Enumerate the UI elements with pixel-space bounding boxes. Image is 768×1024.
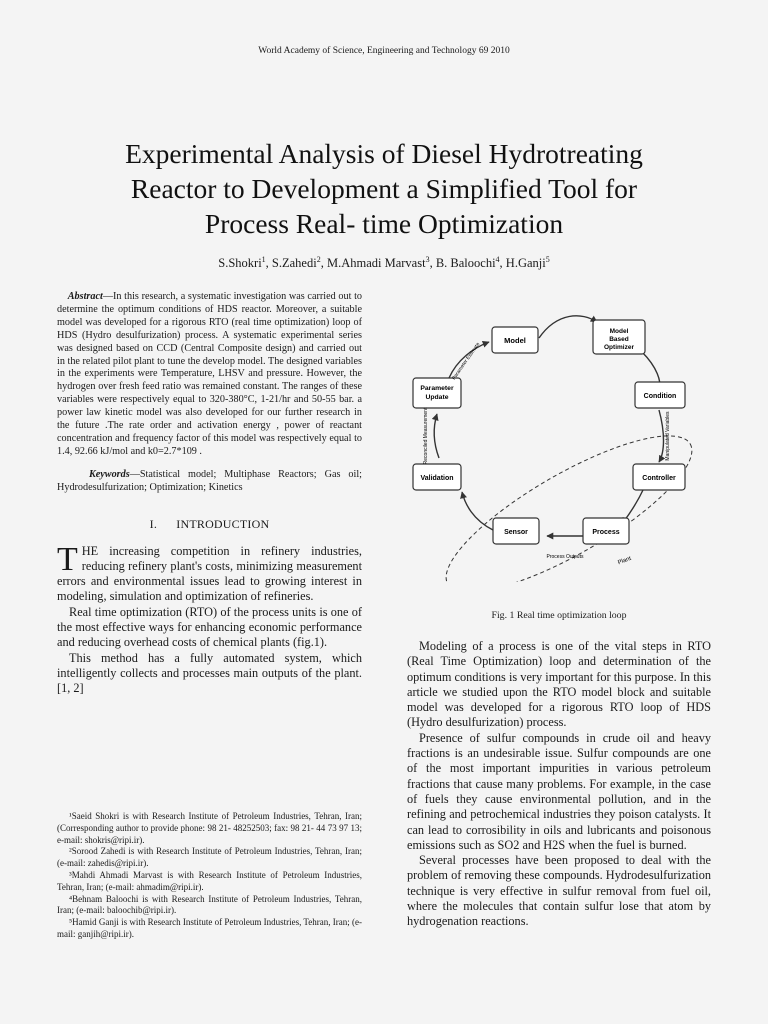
keywords-text: —Statistical model; Multiphase Reactors; Gas oil; Hydrodesulfurization; Optimization; Kinetics xyxy=(57,468,362,493)
label-reconciled: Reconciled Measurement xyxy=(423,407,429,465)
author-sup: 1 xyxy=(261,255,266,264)
intro-paragraph: This method has a fully automated system, which intelligently collects and processes main outputs of the plant. [1, 2] xyxy=(57,650,362,696)
intro-paragraph xyxy=(57,540,362,605)
intro-body xyxy=(57,540,362,697)
svg-text:Optimizer: Optimizer xyxy=(604,344,634,351)
loop-arc xyxy=(539,316,597,338)
node-optimizer xyxy=(593,320,645,354)
intro-p1: HE increasing competition in refinery industries, reducing refinery plant's costs, minimizing measurement errors and environmental issues lead to growing interest in modeling, simulation and optimization of refineries. xyxy=(57,543,362,604)
node-validation xyxy=(413,464,461,490)
author-sup: 5 xyxy=(545,255,550,264)
body-paragraph: Modeling of a process is one of the vital steps in RTO (Real Time Optimization) loop and determination of the optimum conditions is very important for this purpose. In this article we studied upon the RTO model block and suitable model was developed for a rigorous RTO loop of HDS (Hydro desulfurization) process. xyxy=(407,639,711,730)
node-sensor xyxy=(493,518,539,544)
label-plant: Plant xyxy=(617,555,633,567)
svg-text:Model: Model xyxy=(504,336,526,345)
author-name: B. Baloochi xyxy=(435,256,496,271)
svg-text:Sensor: Sensor xyxy=(504,529,528,536)
right-column xyxy=(407,282,711,930)
svg-text:Process: Process xyxy=(592,529,620,536)
node-model xyxy=(492,327,538,353)
abstract-text: —In this research, a systematic investigation was carried out to determine the optimum conditions of HDS reactor. Moreover, a suitable model was developed for a rigorous RTO (real time optimization) loop of HDS (Hydro desulfurization) process. A systematic experimental series was designed based on CCD (Central Composite design) and carried out in the related pilot plant to tune the develop model. The designed variables in the experiments were Temperature, LHSV and pressure. However, the hydrogen over fresh feed ratio was remained constant. The ranges of these variables were respectively equal to 320-380°C, 1-21/hr and 50-55 bar. a power law kinetic model was also developed for our further research in the future .The rate order and activation energy , power of reactant concentration and frequency factor of this model was respectively equal to 1.4, 92.66 kJ/mol and k0=2.7*109 . xyxy=(57,291,363,457)
svg-text:Model: Model xyxy=(609,328,629,335)
node-controller xyxy=(633,464,685,490)
loop-arc xyxy=(462,492,493,530)
author-list: S.Shokri$^1$, S.Zahedi$^2$, M.Ahmadi Marvast$^3$, B. Baloochi$^4$, H.Ganji$^5$ xyxy=(218,255,550,271)
title-line: Reactor to Development a Simplified Tool for xyxy=(130,173,638,204)
footnote: ²Sorood Zahedi is with Research Institute of Petroleum Industries, Tehran, Iran; (e-mail: zahedis@ripi.ir). xyxy=(57,846,362,869)
author-name: M.Ahmadi Marvast xyxy=(326,256,426,271)
section-heading: I. INTRODUCTION xyxy=(149,516,270,531)
keywords-label: Keywords xyxy=(88,468,130,480)
svg-text:Parameter: Parameter xyxy=(420,385,454,392)
intro-paragraph: Real time optimization (RTO) of the process units is one of the most effective ways for enhancing economic performance and reducing overhead costs of chemical plants (fig.1). xyxy=(57,604,362,650)
author-sup: 4 xyxy=(495,255,500,264)
left-column xyxy=(57,291,362,697)
node-process xyxy=(583,518,629,544)
author-sup: 2 xyxy=(316,255,321,264)
running-header: World Academy of Science, Engineering and Technology 69 2010 xyxy=(258,46,510,56)
title-line: Experimental Analysis of Diesel Hydrotreating xyxy=(125,138,643,169)
author-sup: 3 xyxy=(425,255,430,264)
svg-text:Condition: Condition xyxy=(643,393,677,400)
footnote: ⁴Behnam Baloochi is with Research Institute of Petroleum Industries, Tehran, Iran; (e-mail: baloochib@ripi.ir). xyxy=(57,893,362,916)
author-name: S.Shokri xyxy=(218,256,262,271)
svg-text:Controller: Controller xyxy=(642,475,676,482)
svg-text:Based: Based xyxy=(609,336,629,343)
abstract-label: Abstract xyxy=(67,291,103,302)
rto-loop-figure xyxy=(407,282,711,582)
label-process-outputs: Process Outputs xyxy=(546,554,584,560)
footnote: ³Mahdi Ahmadi Marvast is with Research Institute of Petroleum Industries, Tehran, Iran; (e-mail: ahmadim@ripi.ir). xyxy=(57,869,362,892)
loop-arc xyxy=(434,414,439,458)
author-name: S.Zahedi xyxy=(271,256,317,271)
paper-title xyxy=(60,136,708,241)
keywords xyxy=(57,469,362,495)
svg-text:Validation: Validation xyxy=(420,475,454,482)
label-manipulated: Manipulated Variables xyxy=(665,411,671,461)
author-name: H.Ganji xyxy=(505,256,546,271)
body-paragraph: Several processes have been proposed to deal with the problem of removing these compounds. Hydrodesulfurization technique is very effective in sulfur removal from fuel oil, where the molecules that contain sulfur lose that atom by hydrogenation reactions. xyxy=(407,853,711,929)
body-paragraph: Presence of sulfur compounds in crude oil and heavy fractions is an undesirable issue. Sulfur compounds are one of the most important impurities in various petroleum fractions that cause many problems. For example, in the case of fuels they cause environmental pollution, and in the refining and petrochemical industries they poison catalysts. It can lead to corrosibility in oils and lubricants and poisonous emissions such as SO2 and H2S when the fuel is burned. xyxy=(407,730,711,852)
svg-text:Update: Update xyxy=(425,394,449,401)
drop-cap: T xyxy=(57,540,78,578)
abstract xyxy=(57,291,362,459)
label-parameter-estimate: Parameter Estimate xyxy=(451,341,482,382)
figure-caption: Fig. 1 Real time optimization loop xyxy=(491,610,627,621)
footnote: ⁵Hamid Ganji is with Research Institute of Petroleum Industries, Tehran, Iran; (e-mail: ganjih@ripi.ir). xyxy=(57,917,363,939)
rto-loop-diagram xyxy=(407,282,711,582)
footnote: ¹Saeid Shokri is with Research Institute of Petroleum Industries, Tehran, Iran; (Corresponding author to provide phone: 98 21- 48252503; fax: 98 21- 44 73 97 13; e-mail: shokris@ripi.ir). xyxy=(57,811,362,845)
node-parameter-update xyxy=(413,378,461,408)
right-body xyxy=(407,639,711,930)
node-condition xyxy=(635,382,685,408)
title-line: Process Real- time Optimization xyxy=(204,208,564,239)
footnotes xyxy=(57,811,362,941)
